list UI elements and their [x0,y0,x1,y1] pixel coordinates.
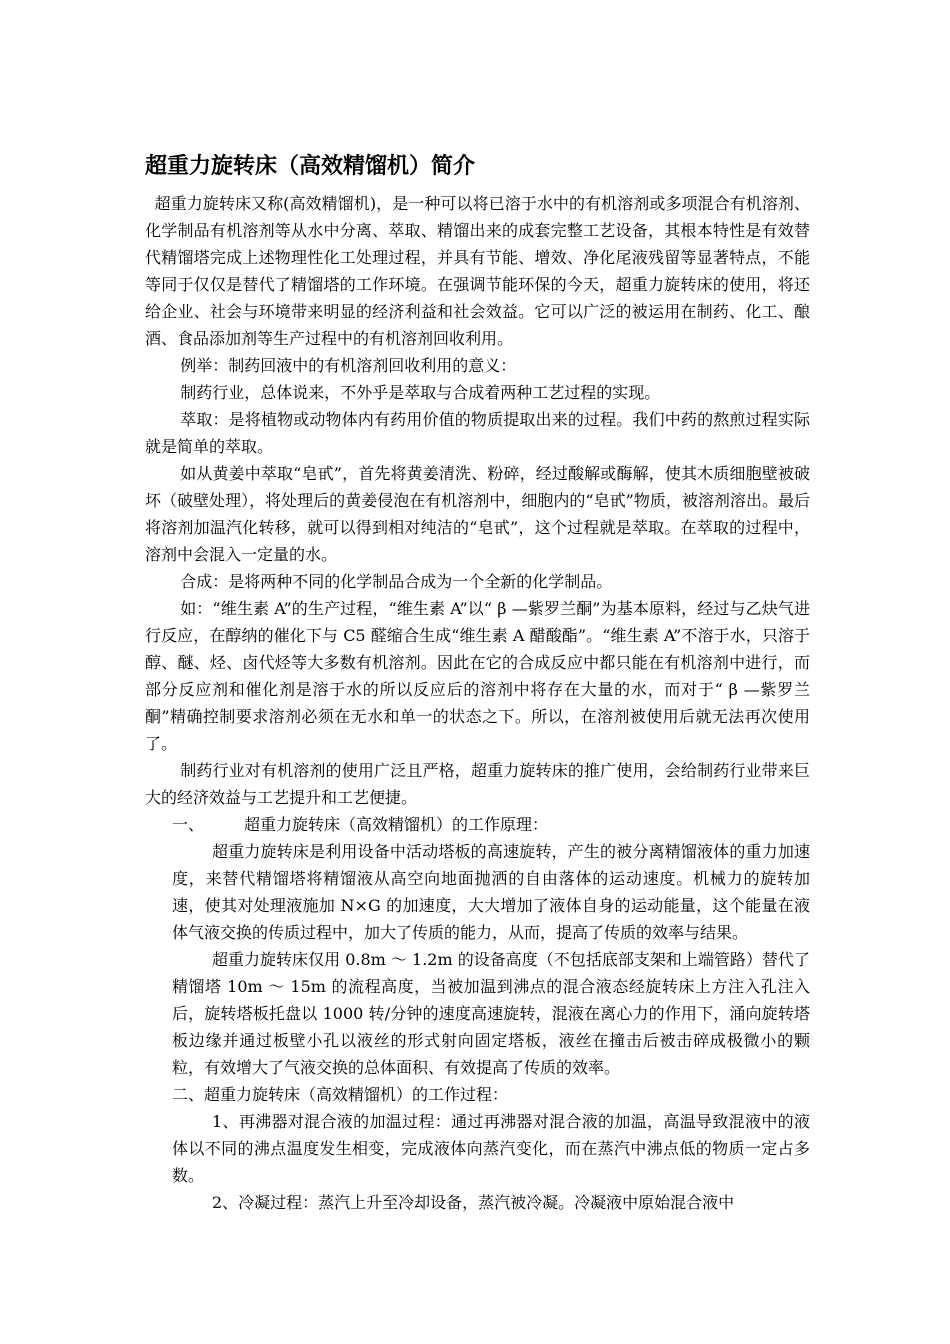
synthesis-paragraph: 合成：是将两种不同的化学制品合成为一个全新的化学制品。 [180,572,613,591]
intro-paragraph: 超重力旋转床又称(高效精馏机)，是一种可以将已溶于水中的有机溶剂或多项混合有机溶剂、化学制品有机溶剂等从水中分离、萃取、精馏出来的成套完整工艺设备，其根本特性是有效替代精馏塔完成上述物理性化工处理过程，并具有节能、增效、净化尾液残留等显著特点，不能等同于仅仅是替代了精馏塔的工作环境。在强调节能环保的今天，超重力旋转床的使用，将还给企业、社会与环境带来明显的经济利益和社会效益。它可以广泛的被运用在制药、化工、酿酒、食品添加剂等生产过程中的有机溶剂回收利用。 [145,194,810,348]
section1-paragraph-2: 超重力旋转床仅用 0.8m ～ 1.2m 的设备高度（不包括底部支架和上端管路）替代了精馏塔 10m ～ 15m 的流程高度，当被加温到沸点的混合液态经旋转床上方注入孔注入后，旋转塔板托盘以 1000 转/分钟的速度高速旋转，混液在离心力的作用下，涌向旋转塔板边缘并通过板壁小孔以液丝的形式射向固定塔板，液丝在撞击后被击碎成极微小的颗粒，有效增大了气液交换的总体面积、有效提高了传质的效率。 [172,950,810,1077]
pharma-paragraph: 制药行业，总体说来，不外乎是萃取与合成着两种工艺过程的实现。 [180,383,661,402]
ginger-paragraph: 如从黄姜中萃取“皂甙”，首先将黄姜清洗、粉碎，经过酸解或酶解，使其木质细胞壁被破坏（破壁处理），将处理后的黄姜侵泡在有机溶剂中，细胞内的“皂甙”物质，被溶剂溶出。最后将溶剂加温汽化转移，就可以得到相对纯洁的“皂甙”，这个过程就是萃取。在萃取的过程中，溶剂中会混入一定量的水。 [145,464,810,564]
section1-body [145,838,810,1081]
section1-title: 超重力旋转床（高效精馏机）的工作原理： [244,815,549,834]
section2-paragraph-2: 2、冷凝过程：蒸汽上升至冷却设备，蒸汽被冷凝。冷凝液中原始混合液中 [212,1193,735,1212]
section2-paragraph-1: 1、再沸器对混合液的加温过程：通过再沸器对混合液的加温，高温导致混液中的液体以不同的沸点温度发生相变，完成液体向蒸汽变化，而在蒸汽中沸点低的物质一定占多数。 [172,1112,810,1185]
section1-paragraph-1: 超重力旋转床是利用设备中活动塔板的高速旋转，产生的被分离精馏液体的重力加速度，来替代精馏塔将精馏液从高空向地面抛洒的自由落体的运动速度。机械力的旋转加速，使其对处理液施加 N×G 的加速度，大大增加了液体自身的运动能量，这个能量在液体气液交换的传质过程中，加大了传质的能力，从而，提高了传质的效率与结果。 [172,842,810,942]
section1-heading [145,811,810,838]
extraction-paragraph: 萃取：是将植物或动物体内有药用价值的物质提取出来的过程。我们中药的熬煎过程实际就是简单的萃取。 [145,410,810,456]
document-title: 超重力旋转床（高效精馏机）简介 [145,154,476,179]
section2-heading: 二、超重力旋转床（高效精馏机）的工作过程： [172,1085,509,1104]
section1-number: 一、 [172,815,205,834]
example-heading: 例举：制药回液中的有机溶剂回收利用的意义： [180,356,517,375]
vitamin-paragraph: 如：“维生素 A”的生产过程，“维生素 A”以“ β —紫罗兰酮”为基本原料，经过与乙炔气进行反应，在醇纳的催化下与 C5 醛缩合生成“维生素 A 醋酸酯”。“维生素 A”不溶于水，只溶于醇、醚、烃、卤代烃等大多数有机溶剂。因此在它的合成反应中都只能在有机溶剂中进行，而部分反应剂和催化剂是溶于水的所以反应后的溶剂中将存在大量的水，而对于“ β —紫罗兰酮”精确控制要求溶剂必须在无水和单一的状态之下。所以，在溶剂被使用后就无法再次使用了。 [145,599,810,753]
conclusion-paragraph: 制药行业对有机溶剂的使用广泛且严格，超重力旋转床的推广使用，会给制药行业带来巨大的经济效益与工艺提升和工艺便捷。 [145,761,810,807]
section2-body [145,1108,810,1216]
document-page [145,150,810,1216]
